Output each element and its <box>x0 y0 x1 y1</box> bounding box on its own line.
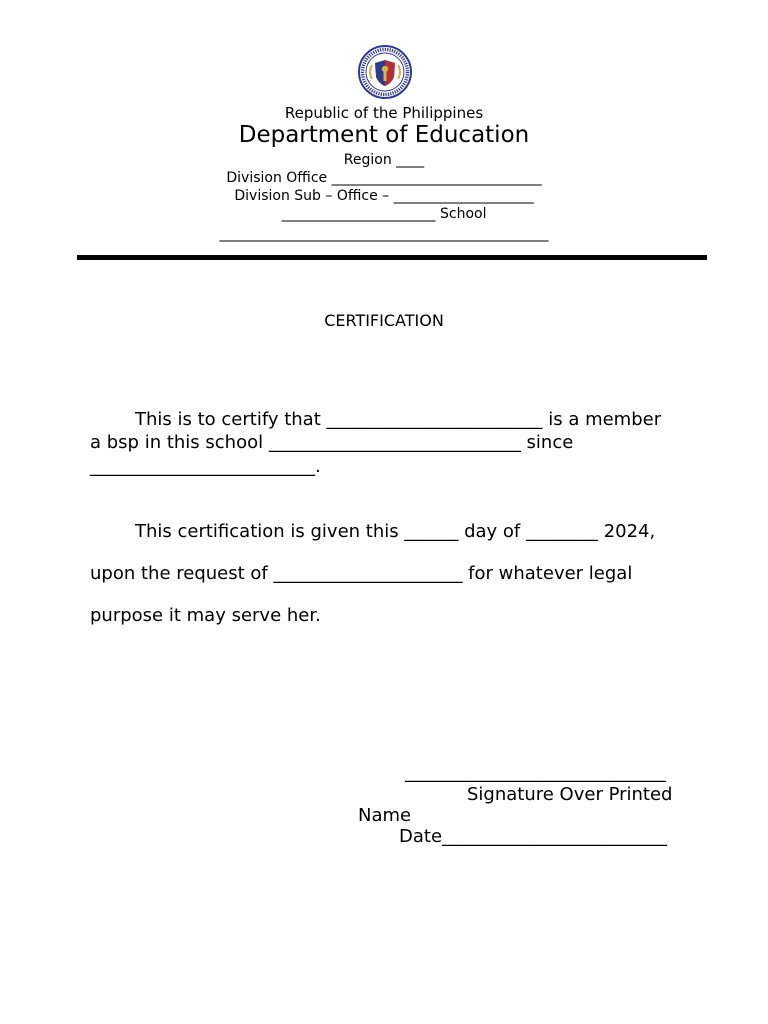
paragraph-1-line-3: _________________________. <box>90 456 321 477</box>
paragraph-2-line-2: upon the request of _____________________ for whatever legal <box>90 563 633 584</box>
division-office-line: Division Office ______________________________ <box>226 170 542 186</box>
paragraph-2-line-3: purpose it may serve her. <box>90 605 321 626</box>
paragraph-1-line-2: a bsp in this school ____________________________ since <box>90 432 574 453</box>
division-sub-office-line: Division Sub – Office – ____________________ <box>234 188 534 204</box>
region-line: Region ____ <box>343 152 425 168</box>
signature-line: _____________________________ <box>405 762 666 783</box>
school-line: ______________________ School <box>281 206 487 222</box>
signature-label-name: Name <box>358 805 412 826</box>
paragraph-1-line-1: This is to certify that ________________________ is a member <box>135 409 662 430</box>
paragraph-2-line-1: This certification is given this ______ day of ________ 2024, <box>135 521 656 542</box>
header-divider <box>77 255 707 260</box>
country-name: Republic of the Philippines <box>284 104 484 122</box>
date-line: Date_________________________ <box>399 826 668 847</box>
deped-seal-logo <box>358 45 412 99</box>
document-title: CERTIFICATION <box>324 311 444 330</box>
department-name: Department of Education <box>238 122 530 148</box>
signature-label: Signature Over Printed <box>467 784 673 805</box>
header-underline: _______________________________________________ <box>219 226 549 242</box>
